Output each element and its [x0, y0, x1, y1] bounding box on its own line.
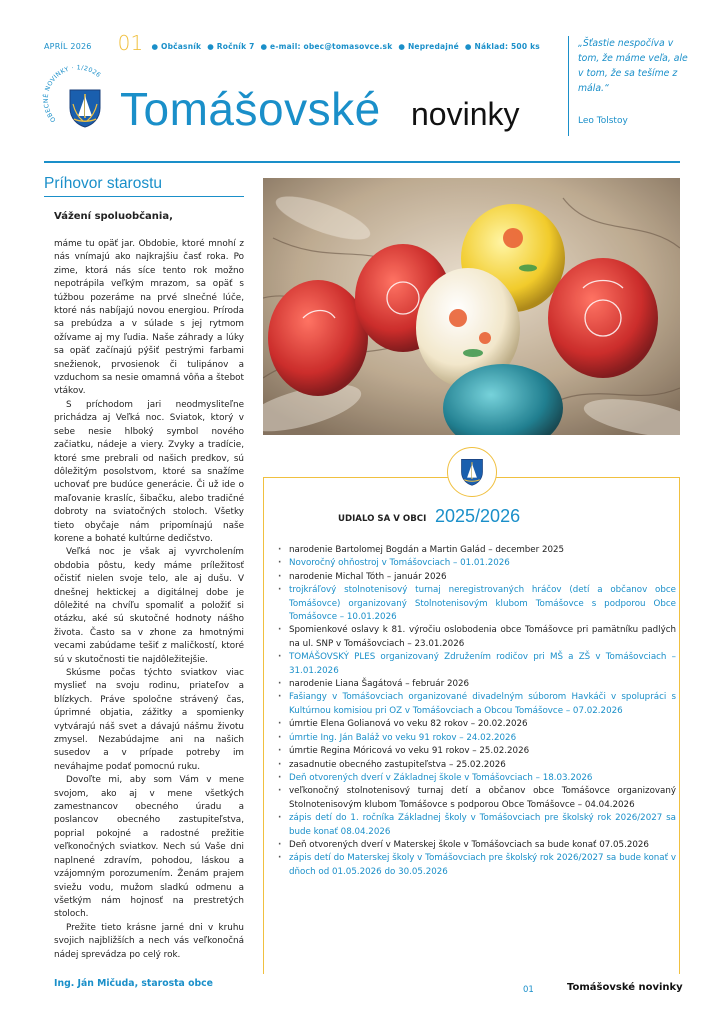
event-item: · Novoročný ohňostroj v Tomášovciach – 01.01.2026: [276, 557, 676, 570]
footer-title: Tomášovské novinky: [567, 982, 683, 993]
newspaper-title: Tomášovské: [120, 83, 381, 135]
events-label: UDIALO SA V OBCI: [338, 514, 427, 524]
quote-author: Leo Tolstoy: [578, 116, 628, 126]
article-paragraph: Veľká noc je však aj vyvrcholením obdobia pôstu, kedy máme príležitosť očistiť nielen svoje telo, ale aj dušu. V dnešnej hektickej a digitálnej dobe je dôležité na chvíľu spomaliť a položiť si otázku, aké sú skutočné hodnoty nášho života. Často sa v zhone za hmotnými vecami zabúdame tešiť z maličkostí, ktoré sú v skutočnosti tie najdôležitejšie.: [54, 547, 244, 665]
article-heading-rule: [44, 196, 244, 197]
article-paragraph: máme tu opäť jar. Obdobie, ktoré mnohí z nás vnímajú ako najkrajšiu časť roka. Po zime, ktorá nás síce tento rok možno nepotrápila veľkým mrazom, sa opäť s túžbou pozeráme na prvé slnečné lúče, ktoré nás nabíjajú novou energiou. Príroda sa prebúdza a v súlade s jej rytmom ožívame aj my ľudia. Naše záhrady a lúky sa opäť začínajú pýšiť pestrými farbami snežienok, prvosienok či tulipánov a vzduchom sa nesie omamná vôňa a štebot vtákov.: [54, 239, 244, 397]
masthead-item: ● Občasník: [151, 42, 201, 51]
header-divider: [44, 161, 680, 163]
article-paragraph: Prežite tieto krásne jarné dni v kruhu svojich najbližších a nech vás veľkonočná nádej sprevádza po celý rok.: [54, 922, 244, 960]
event-item: · veľkonočný stolnotenisový turnaj detí a občanov obce Tomášovce organizovaný Stolnotenisovým klubom Tomášovce s podporou Obce Tomášovce – 04.04.2026: [276, 785, 676, 812]
easter-eggs-photo: [263, 178, 680, 435]
masthead-item: ● Ročník 7: [207, 42, 254, 51]
article-paragraph: Skúsme počas týchto sviatkov viac myslieť na svoju rodinu, priateľov a blízkych. Práve spoločne strávený čas, úprimné objatia, zážitky a spomienky vytvárajú náš svet a dávajú nášmu životu zmysel. Nezabúdajme ani na našich susedov a v prípade potreby im neváhajme podať pomocnú ruku.: [54, 668, 244, 772]
event-item: · trojkráľový stolnotenisový turnaj neregistrovaných hráčov (detí a občanov obce Tomášovce) organizovaný Stolnotenisovým klubom Tomášovce s podporou Obce Tomášovce – 10.01.2026: [276, 584, 676, 624]
event-item: · narodenie Michal Tóth – január 2026: [276, 571, 676, 584]
events-list: [276, 544, 676, 879]
event-item: · narodenie Bartolomej Bogdán a Martin Galád – december 2025: [276, 544, 676, 557]
masthead-email[interactable]: ● e-mail: obec@tomasovce.sk: [260, 42, 392, 51]
article-body: [44, 238, 244, 962]
event-item: · zápis detí do 1. ročníka Základnej školy v Tomášovciach pre školský rok 2026/2027 sa bude konať 08.04.2026: [276, 812, 676, 839]
event-item: · Fašiangy v Tomášovciach organizované divadelným súborom Havkáči v spolupráci s Kultúrnou komisiou pri OZ v Tomášovciach a Obcou Tomášovce – 07.02.2026: [276, 691, 676, 718]
event-item: · úmrtie Regina Móricová vo veku 91 rokov – 25.02.2026: [276, 745, 676, 758]
masthead-meta: [44, 31, 544, 58]
mayor-address-article: [44, 175, 244, 989]
event-item: · Deň otvorených dverí v Materskej škole v Tomášovciach sa bude konať 07.05.2026: [276, 839, 676, 852]
article-paragraph: S príchodom jari neodmysliteľne prichádza aj Veľká noc. Sviatok, ktorý v sebe nesie hlboký symbol nového začiatku, nádeje a viery. Zvyky a tradície, ktoré sme prebrali od našich predkov, sú dôležitým posolstvom, ktoré sa snažíme uchovať pre budúce generácie. Či už ide o maľovanie kraslíc, šibačku, alebo tradičné dobroty na sviatočných stoloch. Všetky tieto obyčaje nám pripomínajú naše korene a bohaté kultúrne dedičstvo.: [54, 399, 244, 544]
article-greeting: Vážení spoluobčania,: [54, 211, 173, 222]
event-item: · zasadnutie obecného zastupiteľstva – 25.02.2026: [276, 759, 676, 772]
issue-date: APRÍL 2026: [44, 41, 92, 51]
events-crest-badge: [447, 447, 497, 497]
event-item: · narodenie Liana Šagátová – február 2026: [276, 678, 676, 691]
masthead-item: ● Náklad: 500 ks: [465, 42, 540, 51]
quote-divider: [568, 36, 569, 136]
event-item: · úmrtie Ing. Ján Baláž vo veku 91 rokov – 24.02.2026: [276, 732, 676, 745]
event-item: · úmrtie Elena Golianová vo veku 82 rokov – 20.02.2026: [276, 718, 676, 731]
masthead-items: [151, 42, 540, 51]
masthead-item: ● Nepredajné: [398, 42, 459, 51]
village-crest-icon: [460, 458, 484, 486]
article-heading: Príhovor starostu: [44, 175, 163, 192]
issue-number: 01: [117, 31, 144, 55]
village-crest-icon: [68, 88, 102, 128]
article-paragraph: Dovoľte mi, aby som Vám v mene svojom, ako aj v mene všetkých zamestnancov obecného úradu a poslancov obecného zastupiteľstva, poprial pokojné a radostné prežitie veľkonočných sviatkov. Nech sú Vaše dni naplnené zdravím, pohodou, láskou a vzájomným porozumením. Ženám prajem sviežu vodu, mužom sladkú odmenu a všetkým nám hojnosť na prestretých stoloch.: [54, 775, 244, 920]
event-item: · Deň otvorených dverí v Základnej škole v Tomášovciach – 18.03.2026: [276, 772, 676, 785]
event-item: · TOMÁŠOVSKÝ PLES organizovaný Združením rodičov pri MŠ a ZŠ v Tomášovciach – 31.01.2026: [276, 651, 676, 678]
event-item: · Spomienkové oslavy k 81. výročiu oslobodenia obce Tomášovce pri pamätníku padlých na ul. SNP v Tomášovciach – 23.01.2026: [276, 624, 676, 651]
circular-text: OBECNÉ NOVINKY · 1/2026: [42, 64, 102, 124]
events-year: 2025/2026: [435, 506, 521, 526]
event-item: · zápis detí do Materskej školy v Tomášovciach pre školský rok 2026/2027 sa bude konať v dňoch od 01.05.2026 do 30.05.2026: [276, 852, 676, 879]
page-number: 01: [523, 985, 534, 995]
quote-text: „Šťastie nespočíva v tom, že máme veľa, ale v tom, že sa tešíme z mála.“: [578, 38, 688, 94]
article-signature: Ing. Ján Mičuda, starosta obce: [54, 977, 213, 989]
newspaper-subtitle: novinky: [411, 96, 520, 132]
